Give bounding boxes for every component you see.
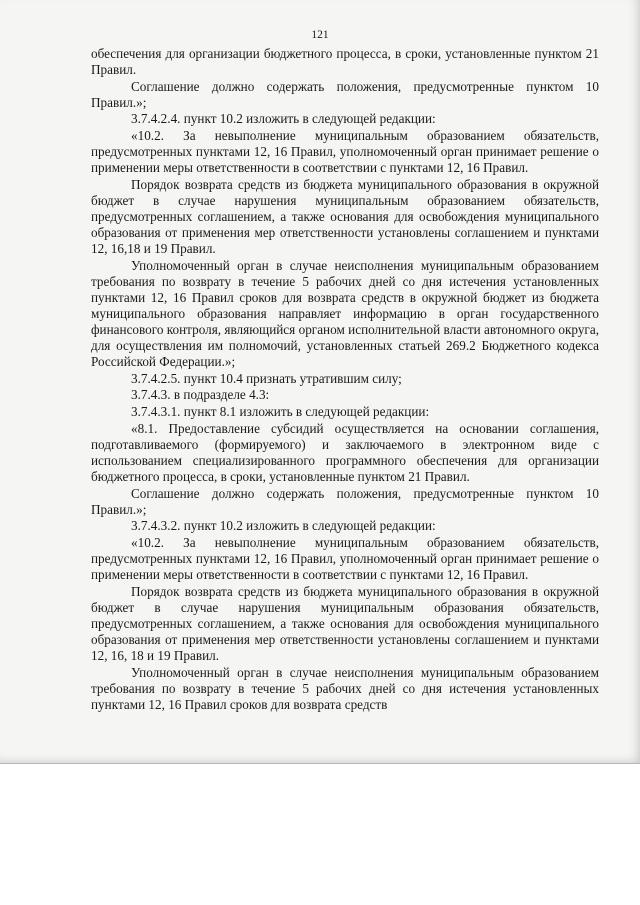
paragraph: 3.7.4.2.4. пункт 10.2 изложить в следующей редакции: bbox=[131, 111, 436, 127]
paragraph: «10.2. За невыполнение муниципальным образованием обязательств, предусмотренных пунктами 12, 16 Правил, уполномоченный орган принимает решение о применении меры ответственности в соответствии с пунктами 12, 16 Правил. bbox=[91, 127, 599, 176]
paragraph: Порядок возврата средств из бюджета муниципального образования в окружной бюджет в случае нарушения муниципальным образованием обязательств, предусмотренных соглашением, а также основания для освобождения муниципального образования от применения мер ответственности установлены соглашением и пунктами 12, 16,18 и 19 Правил. bbox=[91, 176, 599, 257]
paragraph: Соглашение должно содержать положения, предусмотренные пунктом 10 Правил.»; bbox=[91, 485, 599, 517]
paragraph: Уполномоченный орган в случае неисполнения муниципальным образованием требования по возврату в течение 5 рабочих дней со дня истечения установленных пунктами 12, 16 Правил сроков для возврата средств bbox=[91, 664, 599, 712]
paragraph: Порядок возврата средств из бюджета муниципального образования в окружной бюджет в случае нарушения муниципальным образования обязательств, предусмотренных соглашением, а также основания для освобождения муниципального образования от применения мер ответственности установлены соглашением и пунктами 12, 16, 18 и 19 Правил. bbox=[91, 583, 599, 663]
paragraph: Уполномоченный орган в случае неисполнения муниципальным образованием требования по возврату в течение 5 рабочих дней со дня истечения установленных пунктами 12, 16 Правил сроков для возврата средств в окружной бюджет из бюджета муниципального образования направляет информацию в орган государственного финансового контроля, являющийся органом исполнительной власти автономного округа, для осуществления им полномочий, установленных статьей 269.2 Бюджетного кодекса Российской Федерации.»; bbox=[91, 257, 599, 370]
paragraph: «8.1. Предоставление субсидий осуществляется на основании соглашения, подготавливаемого (формируемого) и заключаемого в электронном виде с использованием специализированного программного обеспечения для организации бюджетного процесса, в сроки, установленные пунктом 21 Правил. bbox=[91, 420, 599, 484]
paragraph: Соглашение должно содержать положения, предусмотренные пунктом 10 Правил.»; bbox=[91, 78, 599, 110]
paragraph: «10.2. За невыполнение муниципальным образованием обязательств, предусмотренных пунктами 12, 16 Правил, уполномоченный орган принимает решение о применении меры ответственности в соответствии с пунктами 12, 16 Правил. bbox=[91, 534, 599, 582]
paragraph: обеспечения для организации бюджетного процесса, в сроки, установленные пунктом 21 Правил. bbox=[91, 46, 599, 78]
paragraph: 3.7.4.3.2. пункт 10.2 изложить в следующей редакции: bbox=[131, 518, 436, 534]
paragraph: 3.7.4.2.5. пункт 10.4 признать утратившим силу; bbox=[131, 370, 402, 386]
document-body bbox=[91, 46, 599, 713]
paragraph: 3.7.4.3.1. пункт 8.1 изложить в следующей редакции: bbox=[131, 404, 430, 420]
page-number: 121 bbox=[311, 29, 329, 41]
paragraph: 3.7.4.3. в подразделе 4.3: bbox=[131, 387, 270, 403]
